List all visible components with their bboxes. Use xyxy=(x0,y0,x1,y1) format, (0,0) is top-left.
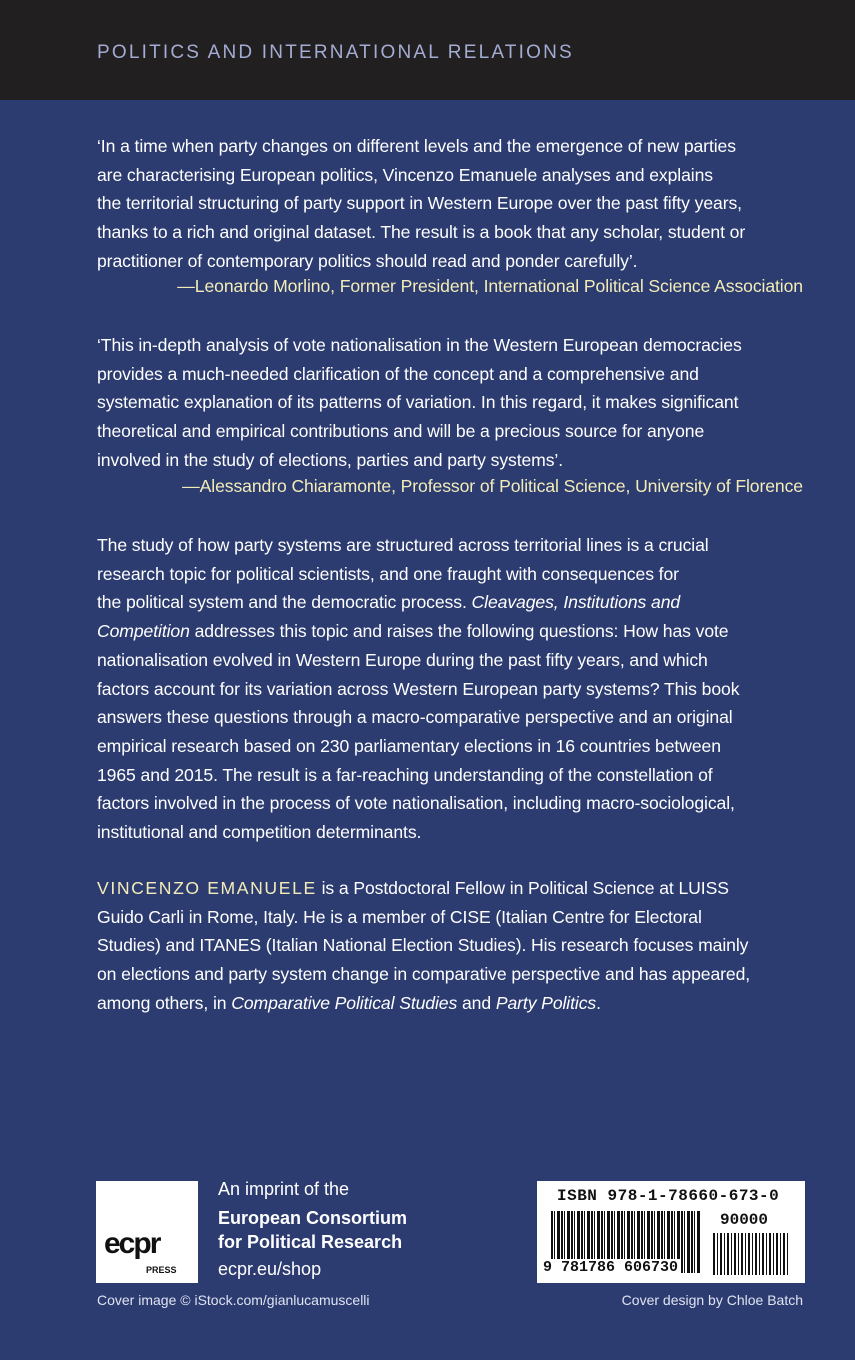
text-line: thanks to a rich and original dataset. The result is a book that any scholar, student or xyxy=(97,222,746,243)
quote-1-attribution: —Leonardo Morlino, Former President, International Political Science Association xyxy=(177,276,803,296)
text-line: answers these questions through a macro-comparative perspective and an original xyxy=(97,707,733,728)
text-line: 1965 and 2015. The result is a far-reaching understanding of the constellation of xyxy=(97,764,713,785)
imprint-label: An imprint of the xyxy=(218,1179,350,1199)
quote-2 xyxy=(97,331,742,475)
barcode-digits: 9 781786 606730 xyxy=(543,1259,679,1276)
text-line: institutional and competition determinants. xyxy=(97,822,422,843)
book-title: Cleavages, Institutions and xyxy=(471,592,681,613)
journal-title: Comparative Political Studies xyxy=(231,992,458,1013)
text-line: Studies) and ITANES (Italian National Election Studies). His research focuses mainly xyxy=(97,935,749,956)
cover-design-credit: Cover design by Chloe Batch xyxy=(621,1292,803,1308)
text-line: the territorial structuring of party support in Western Europe over the past fifty years, xyxy=(97,193,742,214)
quote-2-attribution: —Alessandro Chiaramonte, Professor of Political Science, University of Florence xyxy=(182,476,803,496)
text-line: empirical research based on 230 parliamentary elections in 16 countries between xyxy=(97,735,721,756)
series-title: POLITICS AND INTERNATIONAL RELATIONS xyxy=(97,42,574,63)
text-line: involved in the study of elections, parties and party systems’. xyxy=(97,449,564,470)
cover-image-credit: Cover image © iStock.com/gianlucamuscelli xyxy=(97,1292,370,1308)
author-name: VINCENZO EMANUELE xyxy=(97,878,317,898)
logo-subtext: PRESS xyxy=(146,1265,177,1275)
text-line xyxy=(97,588,739,617)
text-line: factors account for its variation across Western European party systems? This book xyxy=(97,678,740,699)
book-description xyxy=(97,531,739,847)
quote-1 xyxy=(97,132,745,276)
text-line: The study of how party systems are structured across territorial lines is a crucial xyxy=(97,535,709,555)
journal-title: Party Politics xyxy=(495,992,597,1013)
text-line xyxy=(97,617,739,646)
text-line: Guido Carli in Rome, Italy. He is a member of CISE (Italian Centre for Electoral xyxy=(97,906,702,927)
isbn-barcode xyxy=(537,1181,805,1283)
text: among others, in xyxy=(97,992,232,1013)
isbn-text: ISBN 978-1-78660-673-0 xyxy=(557,1187,780,1205)
text-line: ‘This in-depth analysis of vote nationalisation in the Western European democracies xyxy=(97,335,742,355)
text: and xyxy=(457,992,496,1013)
text-line: theoretical and empirical contributions and will be a precious source for anyone xyxy=(97,421,705,442)
text-line xyxy=(97,989,750,1018)
text-line: practitioner of contemporary politics should read and ponder carefully’. xyxy=(97,250,638,271)
text-line: are characterising European politics, Vincenzo Emanuele analyses and explains xyxy=(97,164,713,185)
publisher-name-line-1: European Consortium xyxy=(218,1208,408,1228)
price-barcode-bars xyxy=(713,1233,789,1275)
text-line: factors involved in the process of vote nationalisation, including macro-sociological, xyxy=(97,793,735,814)
logo-text: ecpr xyxy=(104,1227,160,1260)
text: addresses this topic and raises the following questions: How has vote xyxy=(189,621,729,642)
author-bio xyxy=(97,874,750,1018)
text-line: on elections and party system change in comparative perspective and has appeared, xyxy=(97,964,751,985)
publisher-name-line-2: for Political Research xyxy=(218,1232,403,1252)
text: . xyxy=(596,992,601,1013)
ecpr-press-logo xyxy=(96,1181,198,1283)
price-code: 90000 xyxy=(720,1211,769,1229)
text-line: provides a much-needed clarification of the concept and a comprehensive and xyxy=(97,363,699,384)
text-line: nationalisation evolved in Western Europe during the past fifty years, and which xyxy=(97,649,708,670)
text: the political system and the democratic process. xyxy=(97,592,472,613)
text: is a Postdoctoral Fellow in Political Science at LUISS xyxy=(316,878,729,898)
publisher-url: ecpr.eu/shop xyxy=(218,1259,322,1279)
text-line: ‘In a time when party changes on different levels and the emergence of new parties xyxy=(97,136,736,156)
book-title: Competition xyxy=(97,621,190,642)
text-line: systematic explanation of its patterns of variation. In this regard, it makes significant xyxy=(97,392,739,413)
text-line xyxy=(97,874,750,903)
text-line: research topic for political scientists, and one fraught with consequences for xyxy=(97,563,679,584)
